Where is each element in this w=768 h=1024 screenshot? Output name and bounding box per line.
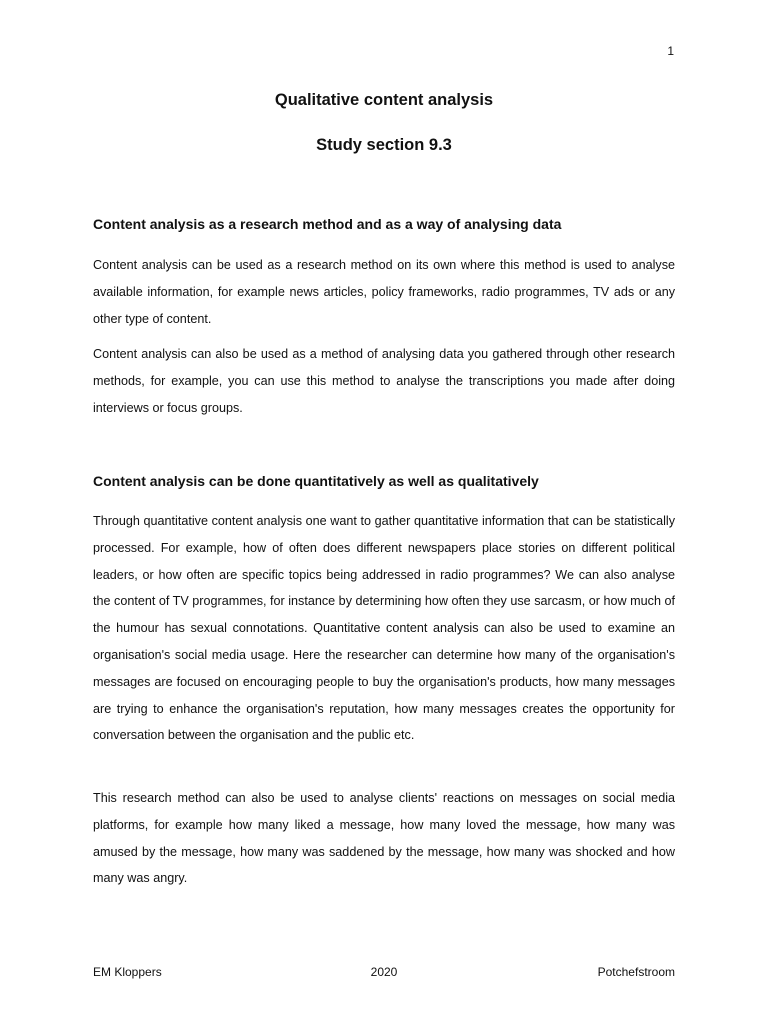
paragraph-4: This research method can also be used to analyse clients' reactions on messages on social media platforms, for example how many liked a message, how many loved the message, how many was amused by the message, how many was saddened by the message, how many was shocked and how many was angry.	[93, 791, 675, 886]
footer-place: Potchefstroom	[597, 965, 675, 979]
page-number: 1	[667, 44, 674, 58]
footer-author: EM Kloppers	[93, 965, 162, 979]
document-title: Qualitative content analysis	[274, 91, 494, 109]
section-heading-2: Content analysis can be done quantitatively as well as qualitatively	[93, 473, 539, 489]
section-heading-1: Content analysis as a research method and as a way of analysing data	[93, 216, 562, 232]
footer-year: 2020	[370, 965, 398, 979]
paragraph-1: Content analysis can be used as a research method on its own where this method is used to analyse available information, for example news articles, policy frameworks, radio programmes, TV ads or any other type of content.	[93, 258, 675, 326]
footer	[93, 965, 675, 981]
paragraph-2: Content analysis can also be used as a method of analysing data you gathered through other research methods, for example, you can use this method to analyse the transcriptions you made after doing interviews or focus groups.	[93, 347, 675, 415]
section-title: Study section 9.3	[316, 136, 452, 154]
paragraph-3: Through quantitative content analysis one want to gather quantitative information that can be statistically processed. For example, how of often does different newspapers place stories on different political leaders, or how often are specific topics being addressed in radio programmes? We can also analyse the content of TV programmes, for instance by determining how often they use sarcasm, or how much of the humour has sexual connotations. Quantitative content analysis can also be used to examine an organisation's social media usage. Here the researcher can determine how many of the organisation's messages are focused on encouraging people to buy the organisation's products, how many messages are trying to enhance the organisation's reputation, how many messages creates the opportunity for conversation between the organisation and the public etc.	[93, 514, 675, 743]
